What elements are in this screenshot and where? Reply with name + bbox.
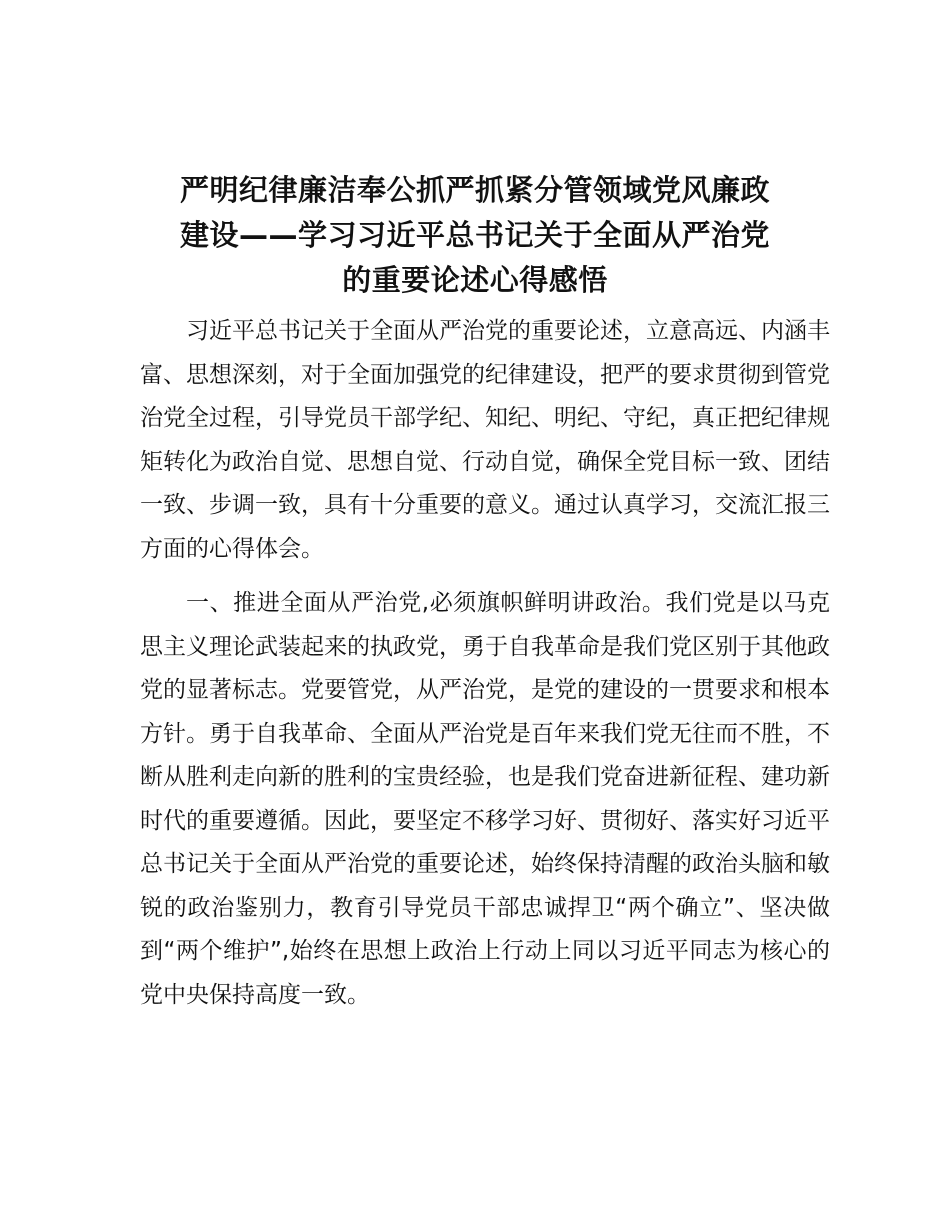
title-line-3: 的重要论述心得感悟 (342, 263, 608, 297)
title-line-2: 建设——学习习近平总书记关于全面从严治党 (179, 218, 770, 252)
document-body (140, 310, 830, 1028)
section-one-paragraph: 一、推进全面从严治党,必须旗帜鲜明讲政治。我们党是以马克思主义理论武装起来的执政党，勇于自我革命是我们党区别于其他政党的显著标志。党要管党，从严治党，是党的建设的一贯要求和根本方针。勇于自我革命、全面从严治党是百年来我们党无往而不胜，不断从胜利走向新的胜利的宝贵经验，也是我们党奋进新征程、建功新时代的重要遵循。因此，要坚定不移学习好、贯彻好、落实好习近平总书记关于全面从严治党的重要论述，始终保持清醒的政治头脑和敏锐的政治鉴别力，教育引导党员干部忠诚捍卫“两个确立”、坚决做到“两个维护”,始终在思想上政治上行动上同以习近平同志为核心的党中央保持高度一致。 (140, 590, 830, 1008)
document-title (140, 168, 810, 303)
intro-paragraph: 习近平总书记关于全面从严治党的重要论述，立意高远、内涵丰富、思想深刻，对于全面加强党的纪律建设，把严的要求贯彻到管党治党全过程，引导党员干部学纪、知纪、明纪、守纪，真正把纪律规矩转化为政治自觉、思想自觉、行动自觉，确保全党目标一致、团结一致、步调一致，具有十分重要的意义。通过认真学习，交流汇报三方面的心得体会。 (140, 318, 830, 562)
title-line-1: 严明纪律廉洁奉公抓严抓紧分管领域党风廉政 (179, 173, 770, 207)
